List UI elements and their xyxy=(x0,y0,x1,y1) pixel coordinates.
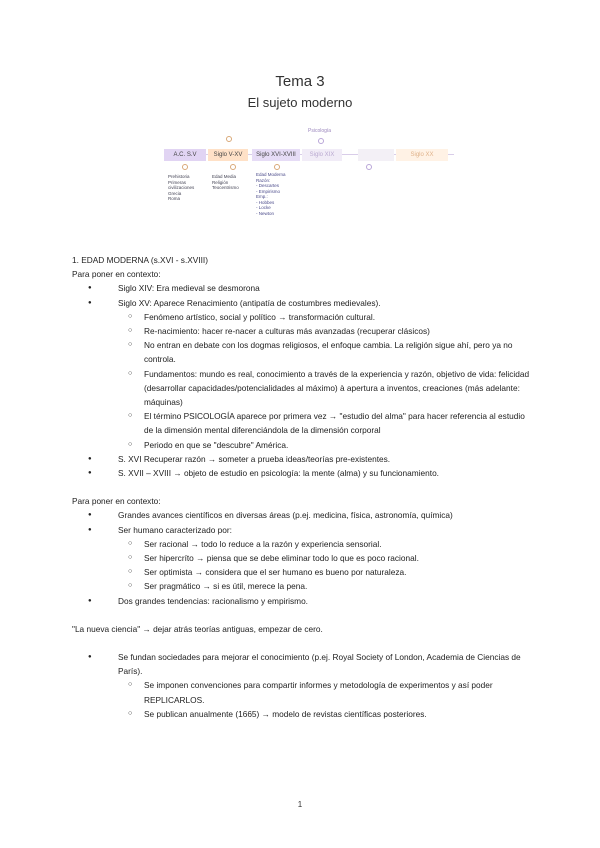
list-item: ● Siglo XV: Aparece Renacimiento (antipatía de costumbres medievales). xyxy=(72,296,532,310)
timeline-segment: Siglo XIX xyxy=(302,149,342,161)
list-subitem: ○ Ser optimista → considera que el ser humano es bueno por naturaleza. xyxy=(72,565,532,579)
timeline-note-prehistory: Prehistoria Primeras civilizaciones Grecia Roma xyxy=(168,174,195,201)
timeline-segment: A.C. S.V xyxy=(164,149,206,161)
list-item: ● S. XVI Recuperar razón → someter a prueba ideas/teorías pre-existentes. xyxy=(72,452,532,466)
timeline-marker-icon xyxy=(318,138,324,144)
context-label: Para poner en contexto: xyxy=(72,269,161,280)
page-number: 1 xyxy=(297,800,303,809)
timeline-segment xyxy=(358,149,394,161)
list-subitem: ○ Ser pragmático → si es útil, merece la pena. xyxy=(72,579,532,593)
list-item: ● Dos grandes tendencias: racionalismo y empirismo. xyxy=(72,594,532,608)
timeline-era-label: Psicología xyxy=(308,128,332,134)
timeline-marker-icon xyxy=(226,136,232,142)
page-subtitle: El sujeto moderno xyxy=(247,95,353,110)
timeline-segment: Siglo V-XV xyxy=(208,149,248,161)
timeline-segment: Siglo XX xyxy=(396,149,448,161)
list-subitem: ○ Se imponen convenciones para compartir informes y metodología de experimentos y así poder REPLICARLOS. xyxy=(72,678,532,706)
timeline-marker-icon xyxy=(274,164,280,170)
timeline-note-middle-ages: Edad Media Religión Teocentrismo xyxy=(212,174,239,190)
list-subitem: ○ Ser racional → todo lo reduce a la razón y experiencia sensorial. xyxy=(72,537,532,551)
timeline-marker-icon xyxy=(366,164,372,170)
timeline-diagram xyxy=(150,124,460,234)
list-item: ● Ser humano caracterizado por: xyxy=(72,523,532,537)
list-subitem: ○ Ser hipercríto → piensa que se debe eliminar todo lo que es poco racional. xyxy=(72,551,532,565)
list-subitem: ○ Periodo en que se "descubre" América. xyxy=(72,438,532,452)
timeline-note-modern-age: Edad Moderna Razón: - Descartes - Empirismo Emp.: - Hobbes - Locke - Newton xyxy=(256,172,286,216)
context-label: Para poner en contexto: xyxy=(72,496,161,507)
list-item: ● S. XVII – XVIII → objeto de estudio en psicología: la mente (alma) y su funcionamiento. xyxy=(72,466,532,480)
paragraph: "La nueva ciencia" → dejar atrás teorías antiguas, empezar de cero. xyxy=(72,623,323,634)
list-subitem: ○ Se publican anualmente (1665) → modelo de revistas científicas posteriores. xyxy=(72,707,532,721)
list-subitem: ○ El término PSICOLOGÍA aparece por primera vez → "estudio del alma" para hacer referencia al estudio de la dimensión mental diferenciándola de la dimensión corporal xyxy=(72,409,532,437)
document-body xyxy=(72,253,532,721)
timeline-marker-icon xyxy=(182,164,188,170)
list-subitem: ○ Fenómeno artístico, social y político → transformación cultural. xyxy=(72,310,532,324)
list-item: ● Siglo XIV: Era medieval se desmorona xyxy=(72,281,532,295)
timeline-marker-icon xyxy=(230,164,236,170)
list-subitem: ○ Fundamentos: mundo es real, conocimiento a través de la experiencia y razón, objetivo de vida: felicidad (desarrollar capacidades/potencialidades al máximo) à apertura a inventos, creaciones (más adelante: máquinas) xyxy=(72,367,532,410)
section-heading: 1. EDAD MODERNA (s.XVI - s.XVIII) xyxy=(72,255,208,265)
list-subitem: ○ No entran en debate con los dogmas religiosos, el enfoque cambia. La religión sigue ahí, pero ya no controla. xyxy=(72,338,532,366)
list-subitem: ○ Re-nacimiento: hacer re-nacer a culturas más avanzadas (recuperar clásicos) xyxy=(72,324,532,338)
timeline-segment: Siglo XVI-XVIII xyxy=(252,149,300,161)
list-item: ● Grandes avances científicos en diversas áreas (p.ej. medicina, física, astronomía, química) xyxy=(72,508,532,522)
page-title: Tema 3 xyxy=(275,73,325,90)
list-item: ● Se fundan sociedades para mejorar el conocimiento (p.ej. Royal Society of London, Academia de Ciencias de París). xyxy=(72,650,532,678)
